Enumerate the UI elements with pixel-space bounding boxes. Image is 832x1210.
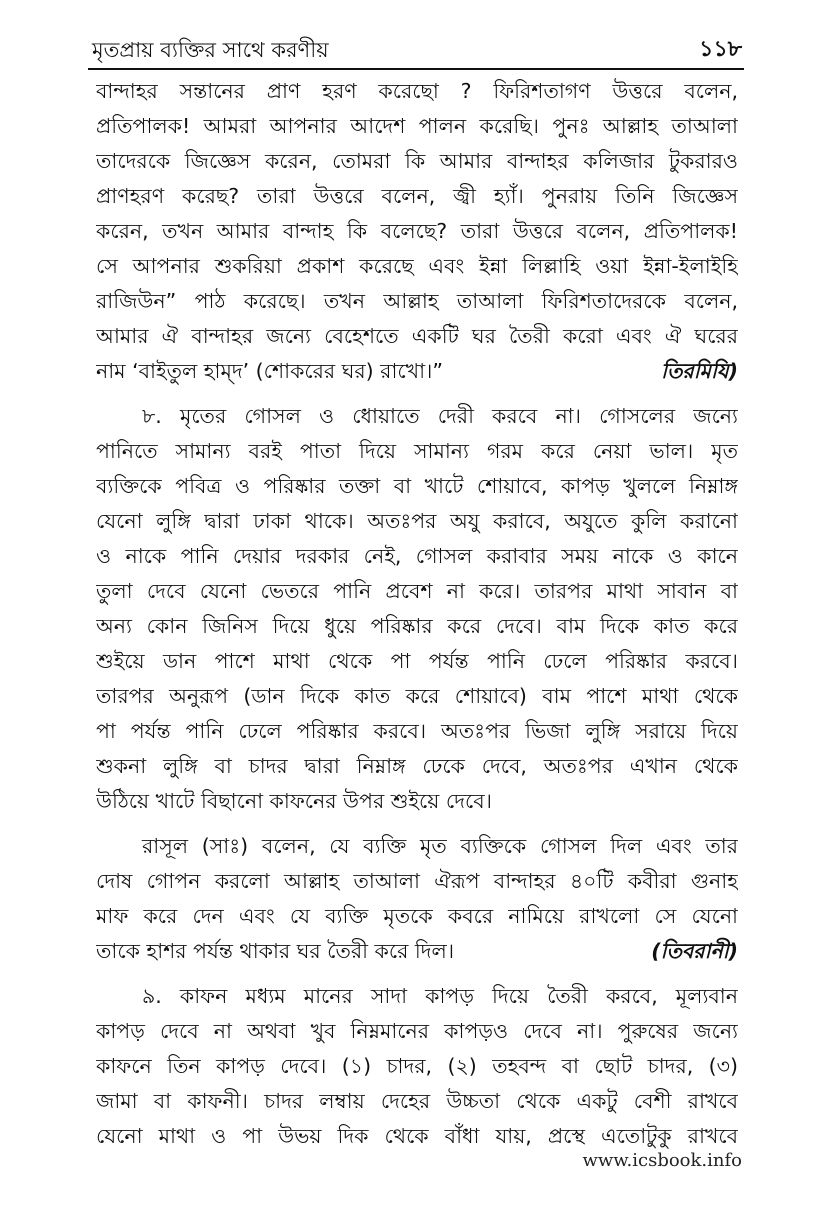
text-line: ও নাকে পানি দেয়ার দরকার নেই, গোসল করাবার সময় নাকে ও কানে: [96, 544, 738, 568]
text-line: যেনো মাথা ও পা উভয় দিক থেকে বাঁধা যায়, প্রস্থে এতোটুকু রাখবে: [96, 1124, 738, 1148]
text-line: তারপর অনুরূপ (ডান দিকে কাত করে শোয়াবে) বাম পাশে মাথা থেকে: [96, 684, 738, 708]
text-line: প্রাণহরণ করেছ? তারা উত্তরে বলেন, জ্বী হ্যাঁ। পুনরায় তিনি জিজ্ঞেস: [96, 184, 738, 208]
page-number: ১১৮: [699, 37, 742, 62]
text-line: ৯. কাফন মধ্যম মানের সাদা কাপড় দিয়ে তৈরী করবে, মূল্যবান: [142, 984, 738, 1008]
text-line: জামা বা কাফনী। চাদর লম্বায় দেহের উচ্চতা থেকে একটু বেশী রাখবে: [96, 1089, 738, 1113]
text-line: তাদেরকে জিজ্ঞেস করেন, তোমরা কি আমার বান্দাহর কলিজার টুকরারও: [96, 149, 738, 173]
text-line: সে আপনার শুকরিয়া প্রকাশ করেছে এবং ইন্না লিল্লাহি ওয়া ইন্না-ইলাইহি: [96, 254, 738, 278]
running-title: মৃতপ্রায় ব্যক্তির সাথে করণীয়: [92, 38, 329, 62]
text-line: পানিতে সামান্য বরই পাতা দিয়ে সামান্য গরম করে নেয়া ভাল। মৃত: [96, 439, 738, 463]
text-line-content: তাকে হাশর পর্যন্ত থাকার ঘর তৈরী করে দিল।: [96, 939, 455, 963]
text-line: তুলা দেবে যেনো ভেতরে পানি প্রবেশ না করে। তারপর মাথা সাবান বা: [96, 579, 738, 603]
text-line: কাফনে তিন কাপড় দেবে। (১) চাদর, (২) তহবন্দ বা ছোট চাদর, (৩): [96, 1054, 738, 1078]
text-line: দোষ গোপন করলো আল্লাহ তাআলা ঐরূপ বান্দাহর ৪০টি কবীরা গুনাহ: [96, 869, 738, 893]
paragraph-1: [96, 74, 738, 389]
paragraph-3: [96, 829, 738, 969]
page-header: [88, 28, 744, 68]
text-line: ব্যক্তিকে পবিত্র ও পরিষ্কার তক্তা বা খাটে শোয়াবে, কাপড় খুললে নিম্নাঙ্গ: [96, 474, 738, 498]
paragraph-4: [96, 979, 738, 1154]
text-line: রাজিউন” পাঠ করেছে। তখন আল্লাহ তাআলা ফিরিশতাদেরকে বলেন,: [96, 289, 738, 313]
page-body: [96, 74, 738, 1154]
text-line: বান্দাহর সন্তানের প্রাণ হরণ করেছো ? ফিরিশতাগণ উত্তরে বলেন,: [96, 79, 738, 103]
text-line: অন্য কোন জিনিস দিয়ে ধুয়ে পরিষ্কার করে দেবে। বাম দিকে কাত করে: [96, 614, 738, 638]
text-line: উঠিয়ে খাটে বিছানো কাফনের উপর শুইয়ে দেবে।: [96, 789, 492, 813]
text-line: আমার ঐ বান্দাহর জন্যে বেহেশতে একটি ঘর তৈরী করো এবং ঐ ঘরের: [96, 324, 738, 348]
text-line: ৮. মৃতের গোসল ও ধোয়াতে দেরী করবে না। গোসলের জন্যে: [142, 404, 738, 428]
text-line: [96, 354, 738, 389]
source-citation: তিরমিযি): [661, 359, 738, 383]
source-citation: (তিবরানী): [651, 939, 738, 963]
text-line: শুইয়ে ডান পাশে মাথা থেকে পা পর্যন্ত পানি ঢেলে পরিষ্কার করবে।: [96, 649, 738, 673]
text-line-content: নাম ‘বাইতুল হাম্‌দ’ (শোকরের ঘর) রাখো।”: [96, 359, 443, 383]
paragraph-2: [96, 399, 738, 819]
text-line: রাসূল (সাঃ) বলেন, যে ব্যক্তি মৃত ব্যক্তিকে গোসল দিল এবং তার: [142, 834, 738, 858]
text-line: [96, 934, 738, 969]
text-line: প্রতিপালক! আমরা আপনার আদেশ পালন করেছি। পুনঃ আল্লাহ তাআলা: [96, 114, 738, 138]
text-line: শুকনা লুঙ্গি বা চাদর দ্বারা নিম্নাঙ্গ ঢেকে দেবে, অতঃপর এখান থেকে: [96, 754, 738, 778]
text-line: যেনো লুঙ্গি দ্বারা ঢাকা থাকে। অতঃপর অযু করাবে, অযুতে কুলি করানো: [96, 509, 738, 533]
website-footer: www.icsbook.info: [582, 1150, 742, 1171]
header-rule: [88, 68, 744, 70]
text-line: পা পর্যন্ত পানি ঢেলে পরিষ্কার করবে। অতঃপর ভিজা লুঙ্গি সরায়ে দিয়ে: [96, 719, 738, 743]
text-line: করেন, তখন আমার বান্দাহ কি বলেছে? তারা উত্তরে বলেন, প্রতিপালক!: [96, 219, 738, 243]
text-line: কাপড় দেবে না অথবা খুব নিম্নমানের কাপড়ও দেবে না। পুরুষের জন্যে: [96, 1019, 738, 1043]
text-line: মাফ করে দেন এবং যে ব্যক্তি মৃতকে কবরে নামিয়ে রাখলো সে যেনো: [96, 904, 738, 928]
